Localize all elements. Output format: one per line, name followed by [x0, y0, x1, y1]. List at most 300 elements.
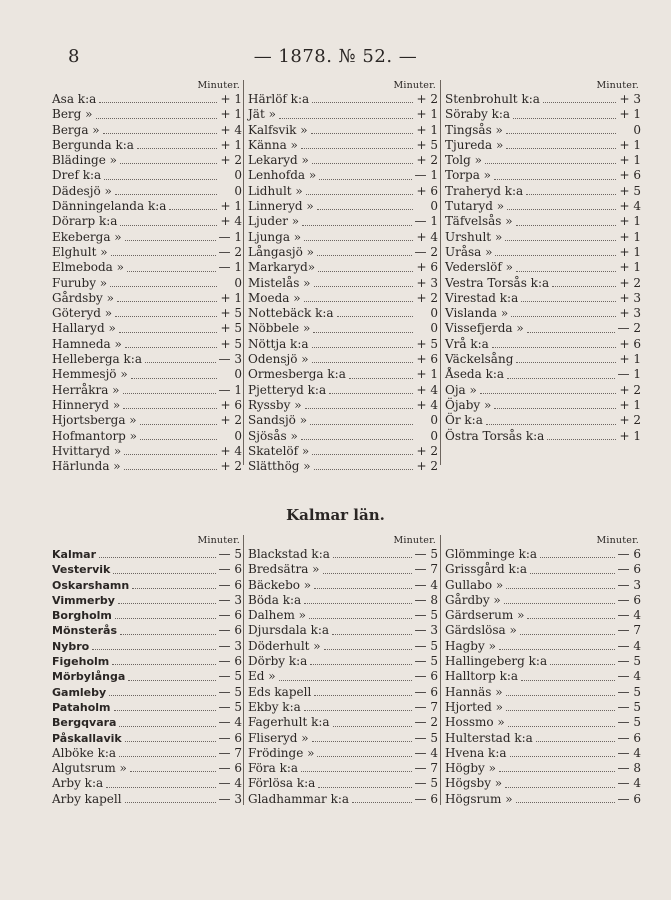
- table-row: [445, 276, 641, 291]
- dot-leader: [312, 92, 413, 103]
- table-row: [248, 444, 438, 459]
- page-title: — 1878. № 52. —: [253, 46, 418, 67]
- minutes-value: — 7: [414, 699, 438, 714]
- dot-leader: [132, 578, 215, 589]
- parish-name: Furuby »: [52, 275, 108, 290]
- dot-leader: [323, 562, 412, 573]
- dot-leader: [543, 92, 616, 103]
- minutes-value: + 2: [619, 382, 641, 397]
- minutes-value: 0: [430, 428, 438, 443]
- table-row: [445, 245, 641, 260]
- parish-name: Slätthög »: [248, 459, 311, 474]
- parish-name: Sjösås »: [248, 428, 298, 443]
- dot-leader: [92, 639, 215, 650]
- parish-name: Oja »: [445, 382, 477, 397]
- minutes-value: + 1: [619, 352, 641, 367]
- table-row: [445, 168, 641, 183]
- dot-leader: [527, 608, 614, 619]
- dot-leader: [124, 459, 217, 470]
- minutes-value: + 2: [619, 413, 641, 428]
- minutes-value: + 1: [220, 137, 242, 152]
- table-row: [445, 746, 641, 761]
- parish-name: Fliseryd »: [248, 730, 309, 745]
- table-row: [248, 260, 438, 275]
- dot-leader: [499, 761, 615, 772]
- parish-name: Böda k:a: [248, 592, 302, 607]
- table-row: [248, 276, 438, 291]
- table-row: [52, 92, 242, 107]
- dot-leader: [318, 776, 411, 787]
- parish-name: Kalfsvik »: [248, 122, 308, 137]
- table-row: [248, 230, 438, 245]
- minutes-value: 0: [234, 367, 242, 382]
- parish-name: Härlöf k:a: [248, 92, 310, 106]
- table-row: [248, 214, 438, 229]
- dot-leader: [109, 685, 215, 696]
- table-row: [445, 669, 641, 684]
- table-row: [52, 168, 242, 183]
- table-row: [248, 578, 438, 593]
- table-row: [445, 199, 641, 214]
- parish-name: Gärdslösa »: [445, 623, 517, 638]
- minutes-value: + 1: [619, 153, 641, 168]
- parish-name: Bergunda k:a: [52, 137, 134, 152]
- parish-name: Ormesberga k:a: [248, 367, 346, 382]
- parish-name: Arby k:a: [52, 776, 104, 791]
- table-row: [248, 608, 438, 623]
- dot-leader: [486, 413, 616, 424]
- dot-leader: [123, 398, 217, 409]
- parish-name: Dörarp k:a: [52, 214, 118, 229]
- table-row: [52, 746, 242, 761]
- dot-leader: [301, 761, 411, 772]
- table-row: [52, 761, 242, 776]
- dot-leader: [317, 199, 413, 210]
- parish-name: Glömminge k:a: [445, 547, 538, 561]
- table-row: [248, 413, 438, 428]
- parish-name: Gårdby »: [445, 592, 501, 607]
- parish-name: Oskarshamn: [52, 578, 130, 592]
- dot-leader: [301, 138, 413, 149]
- table-row: [248, 367, 438, 382]
- dot-leader: [516, 352, 616, 363]
- table-row: [445, 685, 641, 700]
- minutes-value: + 5: [220, 306, 242, 321]
- table-row: [52, 291, 242, 306]
- dot-leader: [124, 444, 217, 455]
- minutes-value: + 1: [619, 107, 641, 122]
- minutes-value: — 3: [218, 592, 242, 607]
- parish-name: Hjorted »: [445, 699, 503, 714]
- minutes-value: — 5: [617, 715, 641, 730]
- minutes-value: — 5: [414, 547, 438, 561]
- parish-name: Påskallavik: [52, 731, 122, 745]
- parish-name: Asa k:a: [52, 92, 97, 106]
- minutes-value: — 6: [218, 730, 242, 745]
- parish-name: Vrå k:a: [445, 336, 489, 351]
- parish-name: Vissefjerda »: [445, 321, 524, 336]
- dot-leader: [118, 593, 216, 604]
- table-row: [52, 276, 242, 291]
- dot-leader: [302, 214, 411, 225]
- minutes-value: — 4: [617, 669, 641, 684]
- minutes-value: + 1: [619, 428, 641, 443]
- dot-leader: [324, 639, 412, 650]
- dot-leader: [530, 562, 615, 573]
- table-row: [445, 623, 641, 638]
- parish-name: Hjortsberga »: [52, 413, 137, 428]
- dot-leader: [508, 715, 615, 726]
- dot-leader: [499, 639, 615, 650]
- parish-name: Känna »: [248, 137, 298, 152]
- table-row: [248, 383, 438, 398]
- dot-leader: [319, 168, 411, 179]
- parish-name: Ljuder »: [248, 214, 300, 229]
- parish-name: Eds kapell: [248, 684, 312, 699]
- dot-leader: [337, 306, 413, 317]
- table-row: [248, 291, 438, 306]
- parish-name: Mönsterås: [52, 624, 117, 638]
- parish-name: Ljunga »: [248, 229, 302, 244]
- parish-name: Pataholm: [52, 700, 111, 714]
- dot-leader: [314, 685, 411, 696]
- minutes-value: + 2: [220, 413, 242, 428]
- parish-name: Dörby k:a: [248, 654, 308, 669]
- minutes-value: — 6: [218, 654, 242, 669]
- dot-leader: [314, 578, 411, 589]
- parish-name: Moeda »: [248, 290, 301, 305]
- column-header: Minuter.: [393, 80, 436, 91]
- minutes-value: — 2: [414, 715, 438, 730]
- table-row: [445, 337, 641, 352]
- dot-leader: [304, 230, 413, 241]
- table-row: [52, 367, 242, 382]
- table-row: [248, 245, 438, 260]
- minutes-value: + 1: [416, 107, 438, 122]
- minutes-value: — 6: [617, 730, 641, 745]
- table-row: [445, 700, 641, 715]
- minutes-value: — 4: [617, 608, 641, 623]
- minutes-value: — 5: [617, 654, 641, 669]
- dot-leader: [115, 608, 216, 619]
- dot-leader: [516, 260, 616, 271]
- minutes-value: — 7: [414, 562, 438, 577]
- minutes-value: + 6: [416, 183, 438, 198]
- dot-leader: [520, 623, 615, 634]
- parish-name: Hagby »: [445, 638, 496, 653]
- dot-leader: [106, 776, 215, 787]
- minutes-value: — 6: [617, 562, 641, 577]
- parish-name: Ekby k:a: [248, 699, 301, 714]
- minutes-value: — 2: [617, 321, 641, 336]
- parish-name: Lidhult »: [248, 183, 303, 198]
- dot-leader: [115, 184, 217, 195]
- minutes-value: — 5: [617, 699, 641, 714]
- dot-leader: [131, 367, 217, 378]
- dot-leader: [120, 153, 217, 164]
- minutes-value: — 8: [617, 761, 641, 776]
- parish-name: Berga »: [52, 122, 100, 137]
- minutes-value: — 6: [218, 577, 242, 592]
- parish-name: Mörbylånga: [52, 670, 126, 684]
- dot-leader: [312, 731, 412, 742]
- dot-leader: [119, 715, 215, 726]
- table-row: [445, 153, 641, 168]
- minutes-value: — 4: [414, 745, 438, 760]
- column-header: Minuter.: [596, 535, 639, 546]
- table-row: [52, 608, 242, 623]
- table-row: [445, 230, 641, 245]
- minutes-value: — 3: [414, 623, 438, 638]
- table-row: [52, 593, 242, 608]
- minutes-value: + 6: [619, 336, 641, 351]
- parish-name: Hvittaryd »: [52, 443, 122, 458]
- table-column: [248, 80, 438, 474]
- dot-leader: [310, 654, 411, 665]
- parish-name: Tutaryd »: [445, 199, 505, 214]
- table-column: [445, 535, 641, 807]
- minutes-value: + 3: [619, 306, 641, 321]
- table-row: [248, 700, 438, 715]
- parish-name: Elmeboda »: [52, 260, 124, 275]
- parish-name: Tolg »: [445, 153, 482, 168]
- parish-name: Vimmerby: [52, 593, 115, 607]
- table-row: [445, 715, 641, 730]
- table-column: [445, 80, 641, 444]
- dot-leader: [506, 123, 616, 134]
- dot-leader: [552, 276, 616, 287]
- dot-leader: [309, 608, 412, 619]
- dot-leader: [137, 138, 217, 149]
- column-header: Minuter.: [197, 80, 240, 91]
- table-row: [52, 306, 242, 321]
- minutes-value: + 4: [416, 229, 438, 244]
- dot-leader: [130, 761, 216, 772]
- minutes-value: + 1: [619, 214, 641, 229]
- parish-name: Borgholm: [52, 609, 112, 623]
- table-row: [52, 123, 242, 138]
- column-header: Minuter.: [197, 535, 240, 546]
- dot-leader: [516, 792, 615, 803]
- minutes-value: — 4: [617, 745, 641, 760]
- minutes-value: + 1: [619, 244, 641, 259]
- dot-leader: [527, 321, 615, 332]
- dot-leader: [110, 276, 217, 287]
- table-row: [248, 138, 438, 153]
- table-row: [248, 123, 438, 138]
- dot-leader: [540, 547, 615, 558]
- minutes-value: + 1: [619, 229, 641, 244]
- parish-name: Ryssby »: [248, 397, 302, 412]
- minutes-value: 0: [430, 321, 438, 336]
- parish-name: Högsrum »: [445, 791, 513, 806]
- minutes-value: — 6: [414, 791, 438, 806]
- minutes-value: + 2: [416, 459, 438, 474]
- dot-leader: [329, 383, 413, 394]
- dot-leader: [332, 623, 411, 634]
- minutes-value: + 5: [619, 183, 641, 198]
- table-row: [445, 578, 641, 593]
- parish-name: Elghult »: [52, 244, 108, 259]
- minutes-value: + 3: [416, 275, 438, 290]
- dot-leader: [99, 92, 217, 103]
- table-row: [445, 138, 641, 153]
- parish-name: Nottebäck k:a: [248, 306, 334, 321]
- column-divider: [440, 535, 441, 805]
- dot-leader: [485, 153, 616, 164]
- minutes-value: — 8: [414, 592, 438, 607]
- page-number: 8: [68, 46, 80, 67]
- parish-name: Uråsa »: [445, 244, 493, 259]
- minutes-value: — 5: [414, 638, 438, 653]
- dot-leader: [312, 444, 413, 455]
- minutes-value: + 1: [220, 107, 242, 122]
- minutes-value: + 5: [220, 321, 242, 336]
- parish-name: Ekeberga »: [52, 229, 122, 244]
- minutes-value: — 6: [218, 608, 242, 623]
- table-row: [52, 623, 242, 638]
- minutes-value: + 3: [619, 92, 641, 106]
- dot-leader: [314, 459, 413, 470]
- dot-leader: [507, 199, 616, 210]
- table-row: [445, 123, 641, 138]
- minutes-value: + 1: [619, 397, 641, 412]
- table-row: [248, 107, 438, 122]
- minutes-value: — 5: [218, 684, 242, 699]
- table-row: [248, 429, 438, 444]
- parish-name: Dänningelanda k:a: [52, 199, 167, 214]
- minutes-value: 0: [234, 183, 242, 198]
- parish-name: Halltorp k:a: [445, 669, 519, 684]
- table-row: [52, 429, 242, 444]
- table-row: [248, 639, 438, 654]
- minutes-value: + 2: [416, 92, 438, 106]
- dot-leader: [333, 715, 412, 726]
- table-row: [52, 776, 242, 791]
- minutes-value: 0: [234, 275, 242, 290]
- table-row: [52, 639, 242, 654]
- table-row: [248, 715, 438, 730]
- table-row: [445, 260, 641, 275]
- dot-leader: [305, 398, 413, 409]
- parish-name: Blackstad k:a: [248, 547, 330, 561]
- dot-leader: [312, 153, 413, 164]
- minutes-value: 0: [234, 168, 242, 183]
- table-row: [248, 92, 438, 107]
- page-header: [0, 46, 671, 72]
- minutes-value: + 6: [416, 260, 438, 275]
- dot-leader: [279, 669, 412, 680]
- dot-leader: [504, 593, 615, 604]
- parish-name: Hossmo »: [445, 715, 505, 730]
- table-row: [52, 337, 242, 352]
- minutes-value: + 2: [220, 459, 242, 474]
- parish-name: Förlösa k:a: [248, 776, 316, 791]
- dot-leader: [125, 337, 217, 348]
- table-row: [52, 578, 242, 593]
- parish-name: Döderhult »: [248, 638, 321, 653]
- table-row: [248, 352, 438, 367]
- table-row: [52, 321, 242, 336]
- minutes-value: — 7: [218, 745, 242, 760]
- dot-leader: [507, 367, 615, 378]
- minutes-value: 0: [430, 199, 438, 214]
- minutes-value: — 1: [414, 214, 438, 229]
- table-row: [445, 639, 641, 654]
- column-divider: [440, 80, 441, 465]
- minutes-value: + 6: [220, 397, 242, 412]
- dot-leader: [349, 367, 413, 378]
- parish-name: Jät »: [248, 107, 276, 122]
- table-row: [445, 107, 641, 122]
- parish-name: Tjureda »: [445, 137, 504, 152]
- parish-name: Ed »: [248, 669, 276, 684]
- table-row: [52, 245, 242, 260]
- minutes-value: — 3: [218, 352, 242, 367]
- minutes-value: + 5: [416, 137, 438, 152]
- parish-name: Fagerhult k:a: [248, 715, 330, 730]
- table-row: [248, 168, 438, 183]
- minutes-value: + 2: [220, 153, 242, 168]
- minutes-value: — 3: [617, 577, 641, 592]
- minutes-value: + 4: [220, 443, 242, 458]
- dot-leader: [506, 138, 616, 149]
- table-row: [52, 230, 242, 245]
- parish-name: Bredsätra »: [248, 562, 320, 577]
- parish-name: Djursdala k:a: [248, 623, 330, 638]
- parish-name: Ör k:a: [445, 413, 483, 428]
- dot-leader: [312, 352, 413, 363]
- minutes-value: — 2: [218, 244, 242, 259]
- parish-name: Linneryd »: [248, 199, 314, 214]
- parish-name: Bergqvara: [52, 716, 117, 730]
- parish-name: Dalhem »: [248, 608, 306, 623]
- dot-leader: [140, 429, 217, 440]
- minutes-value: — 5: [218, 669, 242, 684]
- table-row: [248, 746, 438, 761]
- minutes-value: + 2: [416, 290, 438, 305]
- minutes-value: — 1: [414, 168, 438, 183]
- dot-leader: [311, 123, 413, 134]
- parish-name: Sandsjö »: [248, 413, 308, 428]
- table-row: [248, 199, 438, 214]
- table-row: [248, 321, 438, 336]
- minutes-value: + 4: [416, 397, 438, 412]
- minutes-value: — 3: [218, 791, 242, 806]
- table-row: [248, 669, 438, 684]
- parish-name: Föra k:a: [248, 761, 299, 776]
- minutes-value: — 6: [218, 562, 242, 577]
- minutes-value: + 2: [619, 275, 641, 290]
- dot-leader: [111, 245, 216, 256]
- minutes-value: + 1: [619, 260, 641, 275]
- table-column: [52, 535, 242, 807]
- parish-name: Markaryd»: [248, 260, 316, 275]
- parish-name: Högsby »: [445, 776, 503, 791]
- minutes-value: — 6: [218, 623, 242, 638]
- dot-leader: [112, 654, 215, 665]
- minutes-value: + 2: [416, 153, 438, 168]
- minutes-value: — 6: [617, 592, 641, 607]
- column-header: Minuter.: [596, 80, 639, 91]
- table-row: [445, 413, 641, 428]
- dot-leader: [505, 230, 616, 241]
- parish-name: Hofmantorp »: [52, 428, 138, 443]
- dot-leader: [119, 321, 217, 332]
- dot-leader: [304, 593, 411, 604]
- table-row: [445, 731, 641, 746]
- dot-leader: [96, 107, 218, 118]
